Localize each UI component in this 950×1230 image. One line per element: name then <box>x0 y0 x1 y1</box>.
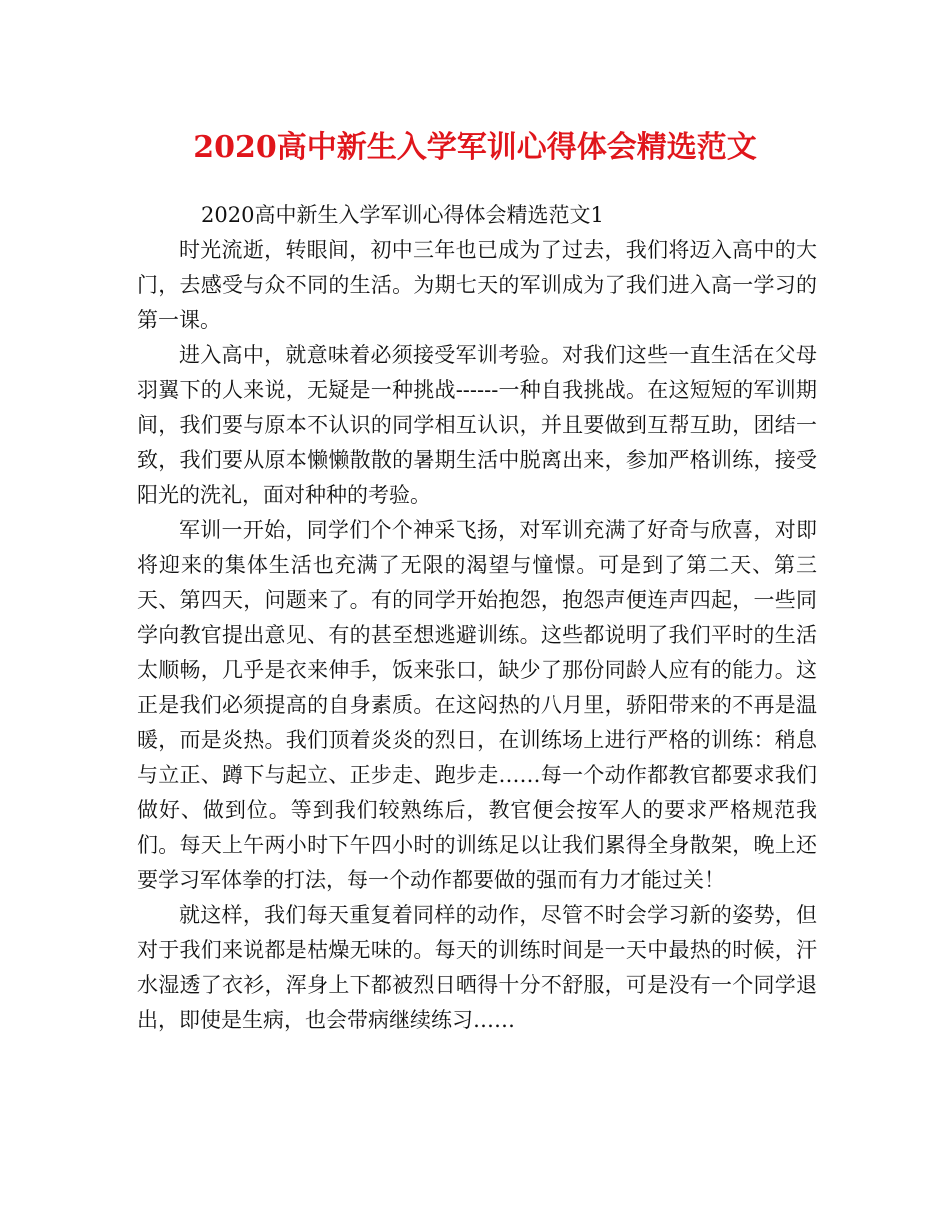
document-title: 2020高中新生入学军训心得体会精选范文 <box>193 130 757 165</box>
paragraph-1: 时光流逝，转眼间，初中三年也已成为了过去，我们将迈入高中的大门，去感受与众不同的生活。为期七天的军训成为了我们进入高一学习的第一课。 <box>137 238 817 332</box>
document-body <box>137 198 817 1038</box>
paragraph-4: 就这样，我们每天重复着同样的动作，尽管不时会学习新的姿势，但对于我们来说都是枯燥无味的。每天的训练时间是一天中最热的时候，汗水湿透了衣衫，浑身上下都被烈日晒得十分不舒服，可是没有一个同学退出，即使是生病，也会带病继续练习…… <box>137 903 817 1032</box>
section-subheading: 2020高中新生入学军训心得体会精选范文1 <box>201 203 604 227</box>
paragraph-3: 军训一开始，同学们个个神采飞扬，对军训充满了好奇与欣喜，对即将迎来的集体生活也充满了无限的渴望与憧憬。可是到了第二天、第三天、第四天，问题来了。有的同学开始抱怨，抱怨声便连声四起，一些同学向教官提出意见、有的甚至想逃避训练。这些都说明了我们平时的生活太顺畅，几乎是衣来伸手，饭来张口，缺少了那份同龄人应有的能力。这正是我们必须提高的自身素质。在这闷热的八月里，骄阳带来的不再是温暖，而是炎热。我们顶着炎炎的烈日，在训练场上进行严格的训练：稍息与立正、蹲下与起立、正步走、跑步走……每一个动作都教官都要求我们做好、做到位。等到我们较熟练后，教官便会按军人的要求严格规范我们。每天上午两小时下午四小时的训练足以让我们累得全身散架，晚上还要学习军体拳的打法，每一个动作都要做的强而有力才能过关！ <box>137 518 817 892</box>
paragraph-2: 进入高中，就意味着必须接受军训考验。对我们这些一直生活在父母羽翼下的人来说，无疑是一种挑战------一种自我挑战。在这短短的军训期间，我们要与原本不认识的同学相互认识，并且要做到互帮互助，团结一致，我们要从原本懒懒散散的暑期生活中脱离出来，参加严格训练，接受阳光的洗礼，面对种种的考验。 <box>137 343 817 507</box>
